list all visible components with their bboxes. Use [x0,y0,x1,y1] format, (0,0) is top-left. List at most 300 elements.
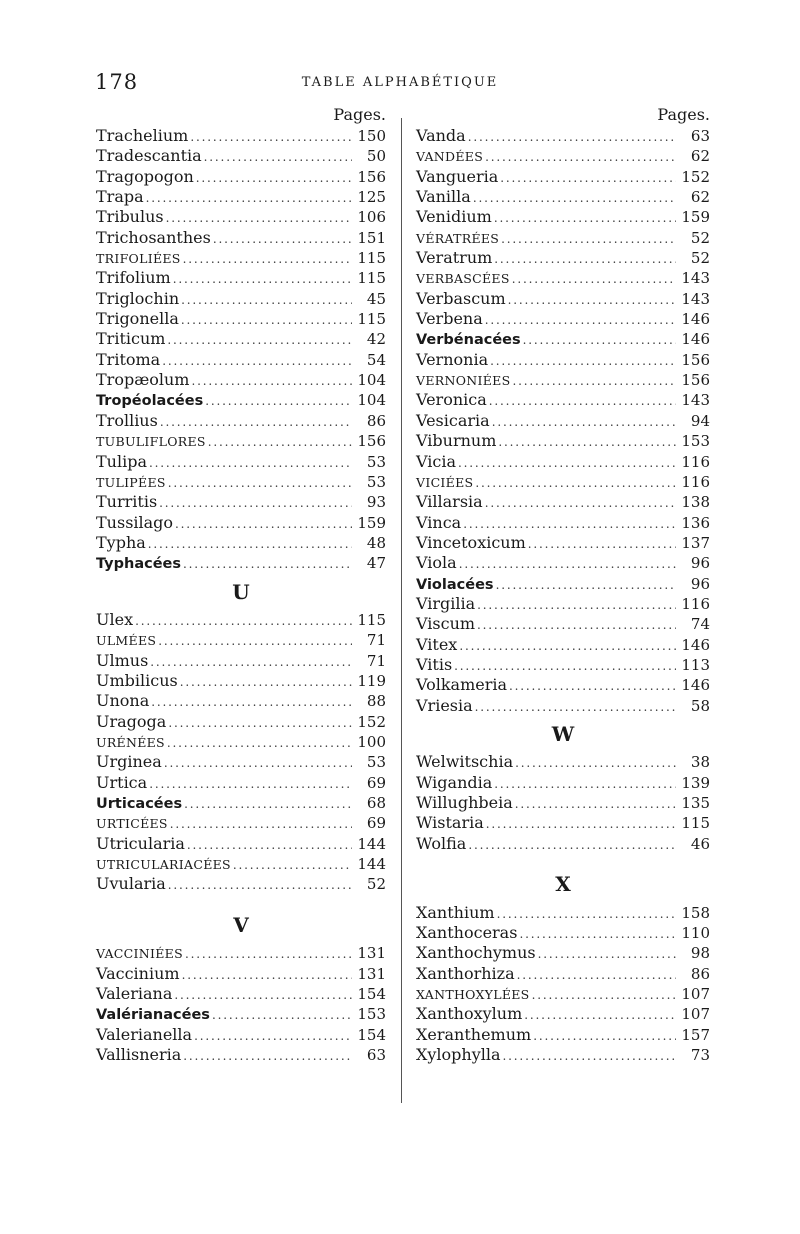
index-entry [416,289,710,309]
dot-leader [477,595,676,615]
entry-name: Tropæolum [96,370,190,390]
entry-name: Tradescantia [96,146,202,166]
entry-page-number: 156 [357,167,386,186]
index-entry [416,773,710,793]
entry-page-number: 136 [681,513,710,532]
entry-page-number: 116 [681,594,710,613]
index-entry [416,390,710,410]
index-entry [416,834,710,854]
entry-page-number: 156 [357,432,386,451]
entry-page-number: 156 [681,371,710,390]
entry-name: Tragopogon [96,166,194,186]
index-entry [416,411,710,431]
dot-leader [524,1005,676,1025]
entry-name: Xanthoceras [416,923,518,943]
entry-name: Utricularia [96,833,185,853]
index-entry [416,943,710,963]
entry-page-number: 146 [681,330,710,349]
entry-name: Welwitschia [416,752,514,772]
entry-page-number: 116 [681,452,710,471]
dot-leader [185,944,352,964]
dot-leader [468,835,676,855]
index-entry [96,651,386,671]
entry-name: Valerianella [96,1024,193,1044]
entry-name: Viscum [416,614,476,634]
entry-page-number: 69 [366,773,386,792]
entry-name: URÉNÉES [96,734,165,750]
entry-name: Unona [96,691,150,711]
index-entry [416,370,710,390]
dot-leader [191,371,352,391]
entry-page-number: 113 [681,655,710,674]
dot-leader [151,692,352,712]
index-entry [416,207,710,227]
entry-name: Xanthium [416,902,495,922]
entry-page-number: 146 [681,676,710,695]
dot-leader [180,672,352,692]
entry-name: Violacées [416,576,494,593]
dot-leader [160,412,352,432]
dot-leader [458,453,676,473]
entry-name: Vitex [416,634,458,654]
dot-leader [146,188,352,208]
entry-page-number: 154 [357,1025,386,1044]
entry-page-number: 53 [366,472,386,491]
dot-leader [486,814,676,834]
dot-leader [173,269,352,289]
entry-page-number: 93 [366,493,386,512]
index-entry [416,574,710,594]
entry-name: Vernonia [416,349,489,369]
index-entry [96,146,386,166]
index-entry [96,610,386,630]
entry-page-number: 146 [681,635,710,654]
dot-leader [158,631,352,651]
entry-name: VERBASCÉES [416,271,510,287]
entry-name: Tropéolacées [96,393,204,410]
index-entry [416,1004,710,1024]
dot-leader [167,330,352,350]
dot-leader [459,636,676,656]
entry-page-number: 96 [690,574,710,593]
index-entry [416,903,710,923]
entry-page-number: 159 [357,513,386,532]
pages-label: Pages. [657,105,710,124]
entry-name: Wistaria [416,813,484,833]
index-entry [96,712,386,732]
entry-name: Vincetoxicum [416,532,526,552]
entry-page-number: 63 [690,127,710,145]
index-entry [96,370,386,390]
entry-page-number: 152 [681,167,710,186]
dot-leader [515,794,676,814]
dot-leader [168,473,352,493]
dot-leader [533,1026,676,1046]
entry-name: Veratrum [416,248,493,268]
index-entry [96,964,386,984]
dot-leader [468,127,676,147]
entry-page-number: 71 [366,651,386,670]
dot-leader [233,855,352,875]
index-entry [96,533,386,553]
entry-page-number: 146 [681,310,710,329]
entry-page-number: 53 [366,753,386,772]
entry-page-number: 52 [690,228,710,247]
dot-leader [528,534,676,554]
index-entry [96,752,386,772]
dot-leader [166,208,352,228]
entry-name: URTICÉES [96,816,168,832]
entry-page-number: 104 [357,391,386,410]
entry-page-number: 151 [357,228,386,247]
entry-name: Urginea [96,752,162,772]
entry-page-number: 144 [357,834,386,853]
dot-leader [490,351,676,371]
dot-leader [500,168,676,188]
dot-leader [183,554,352,574]
entry-page-number: 107 [681,1005,710,1024]
entry-page-number: 45 [366,289,386,308]
index-entry [96,329,386,349]
entry-page-number: 131 [357,944,386,963]
entry-page-number: 48 [366,533,386,552]
index-entry [96,1004,386,1024]
index-entry [96,943,386,963]
entry-name: Veronica [416,390,487,410]
entry-name: VICIÉES [416,474,474,490]
index-entry [416,513,710,533]
entry-page-number: 143 [681,269,710,288]
dot-leader [485,310,676,330]
index-entry [96,248,386,268]
entry-name: Vitis [416,654,453,674]
entry-page-number: 137 [681,533,710,552]
entry-name: Xeranthemum [416,1024,532,1044]
entry-name: Umbilicus [96,670,178,690]
dot-leader [509,676,676,696]
dot-leader [181,310,352,330]
index-entry [416,614,710,634]
index-entry [416,329,710,349]
dot-leader [538,944,676,964]
dot-leader [519,924,676,944]
entry-name: Viola [416,553,457,573]
entry-list [416,752,710,854]
dot-leader [159,493,352,513]
entry-page-number: 50 [366,147,386,166]
entry-name: Verbénacées [416,332,521,349]
entry-page-number: 42 [366,330,386,349]
entry-page-number: 62 [690,188,710,207]
dot-leader [512,269,676,289]
dot-leader [492,412,676,432]
index-entry [96,1045,386,1065]
index-entry [96,1025,386,1045]
dot-leader [503,1046,676,1066]
dot-leader [168,713,352,733]
index-entry [416,268,710,288]
index-column-right [416,104,710,1065]
index-column-left [96,104,386,1065]
entry-name: Vaccinium [96,963,180,983]
entry-page-number: 153 [681,432,710,451]
entry-name: Xylophylla [416,1045,501,1065]
entry-page-number: 143 [681,289,710,308]
entry-page-number: 115 [357,610,386,629]
dot-leader [497,904,676,924]
entry-name: Wigandia [416,772,493,792]
dot-leader [463,514,676,534]
index-entry [96,553,386,573]
index-entry [416,553,710,573]
dot-leader [498,432,676,452]
index-entry [416,1045,710,1065]
entry-page-number: 154 [357,985,386,1004]
entry-page-number: 143 [681,391,710,410]
dot-leader [190,127,352,147]
entry-name: Xanthoxylum [416,1004,523,1024]
entry-page-number: 119 [357,671,386,690]
index-entry [416,1025,710,1045]
index-entry [96,126,386,146]
entry-name: Villarsia [416,492,483,512]
index-entry [416,964,710,984]
dot-leader [475,697,676,717]
entry-page-number: 63 [366,1046,386,1065]
dot-leader [148,534,352,554]
entry-page-number: 144 [357,855,386,874]
index-entry [96,630,386,650]
dot-leader [187,835,352,855]
entry-page-number: 38 [690,753,710,772]
dot-leader [212,1005,352,1025]
entry-name: Trachelium [96,126,189,145]
entry-page-number: 98 [690,944,710,963]
entry-name: Trollius [96,410,158,430]
index-entry [96,207,386,227]
index-entry [96,228,386,248]
entry-page-number: 62 [690,147,710,166]
entry-name: Viburnum [416,431,497,451]
dot-leader [194,1026,352,1046]
index-entry [96,411,386,431]
entry-name: VANDÉES [416,149,484,165]
entry-name: Tulipa [96,451,147,471]
index-entry [96,309,386,329]
entry-name: Typhacées [96,556,182,573]
entry-page-number: 104 [357,371,386,390]
entry-name: Urticacées [96,796,183,812]
dot-leader [496,575,676,595]
dot-leader [149,774,352,794]
entry-list [416,903,710,1066]
pages-label: Pages. [333,105,386,124]
entry-name: Xanthochymus [416,943,536,963]
entry-page-number: 138 [681,493,710,512]
entry-page-number: 96 [690,554,710,573]
index-entry [416,248,710,268]
entry-page-number: 150 [357,127,386,145]
index-entry [96,268,386,288]
entry-name: Valeriana [96,984,173,1004]
entry-page-number: 107 [681,985,710,1004]
dot-leader [181,290,352,310]
dot-leader [494,208,676,228]
index-entry [416,431,710,451]
dot-leader [183,1046,352,1066]
entry-name: Vicia [416,451,457,471]
entry-name: Venidium [416,207,492,227]
entry-name: TRIFOLIÉES [96,251,181,267]
column-divider [401,118,402,1103]
dot-leader [494,774,676,794]
entry-name: Virgilia [416,593,476,613]
entry-page-number: 86 [366,411,386,430]
entry-page-number: 135 [681,794,710,812]
entry-page-number: 94 [690,411,710,430]
section-heading-x: X [555,872,571,897]
index-entry [416,350,710,370]
entry-name: Tussilago [96,512,174,532]
entry-page-number: 69 [366,814,386,833]
index-entry [96,732,386,752]
entry-name: Triglochin [96,288,180,308]
dot-leader [459,554,676,574]
entry-name: Trapa [96,187,144,207]
index-entry [96,813,386,833]
entry-name: Turritis [96,492,158,512]
entry-name: Verbascum [416,288,506,308]
dot-leader [162,351,352,371]
entry-name: VERNONIÉES [416,373,511,389]
index-entry [96,793,386,813]
entry-name: Volkameria [416,675,508,695]
dot-leader [170,814,352,834]
index-entry [96,431,386,451]
dot-leader [175,514,352,534]
entry-name: Tribulus [96,207,164,227]
entry-page-number: 53 [366,452,386,471]
entry-name: Verbena [416,309,483,329]
entry-page-number: 86 [690,964,710,983]
entry-page-number: 110 [681,924,710,943]
dot-leader [477,615,676,635]
index-entry [416,228,710,248]
index-entry [416,309,710,329]
entry-name: Trichosanthes [96,227,211,247]
entry-list [96,943,386,1065]
dot-leader [515,753,676,773]
index-entry [416,752,710,772]
index-entry [416,923,710,943]
index-entry [96,513,386,533]
entry-page-number: 68 [366,794,386,812]
dot-leader [489,391,676,411]
entry-page-number: 156 [681,350,710,369]
entry-page-number: 152 [357,712,386,731]
index-entry [96,773,386,793]
index-entry [416,984,710,1004]
entry-page-number: 106 [357,208,386,227]
entry-name: Ulmus [96,650,149,670]
index-entry [416,813,710,833]
dot-leader [150,652,352,672]
dot-leader [182,965,352,985]
index-entry [416,675,710,695]
index-entry [96,167,386,187]
entry-name: Uvularia [96,874,166,894]
dot-leader [184,794,352,814]
entry-name: Willughbeia [416,793,513,812]
entry-page-number: 116 [681,472,710,491]
entry-page-number: 88 [366,692,386,711]
index-entry [416,452,710,472]
entry-name: Vinca [416,512,462,532]
index-entry [96,350,386,370]
entry-page-number: 139 [681,773,710,792]
index-entry [96,390,386,410]
entry-name: Vallisneria [96,1045,182,1065]
entry-name: Urtica [96,772,148,792]
entry-page-number: 73 [690,1046,710,1065]
dot-leader [473,188,676,208]
dot-leader [164,753,352,773]
index-entry [416,594,710,614]
entry-page-number: 158 [681,903,710,922]
dot-leader [196,168,352,188]
dot-leader [517,965,676,985]
entry-page-number: 71 [366,631,386,650]
entry-name: ULMÉES [96,633,157,649]
entry-name: VÉRATRÉES [416,230,500,246]
dot-leader [204,147,352,167]
index-entry [96,671,386,691]
entry-page-number: 115 [357,310,386,329]
entry-page-number: 100 [357,732,386,751]
entry-name: TUBULIFLORES [96,434,206,450]
entry-name: Vangueria [416,166,499,186]
page-number: 178 [95,70,139,94]
entry-name: Vriesia [416,695,473,715]
dot-leader [485,147,676,167]
section-heading-v: V [233,913,249,938]
entry-page-number: 115 [357,269,386,288]
index-entry [96,691,386,711]
entry-name: Wolfia [416,833,467,853]
dot-leader [485,493,676,513]
entry-name: Uragoga [96,711,167,731]
entry-name: Ulex [96,609,134,629]
dot-leader [494,249,676,269]
index-entry [96,472,386,492]
entry-page-number: 159 [681,208,710,227]
entry-page-number: 46 [690,834,710,853]
dot-leader [167,733,352,753]
index-entry [416,472,710,492]
dot-leader [475,473,676,493]
index-entry [416,187,710,207]
dot-leader [149,453,352,473]
entry-list [96,126,386,574]
dot-leader [501,229,676,249]
index-entry [416,533,710,553]
entry-page-number: 74 [690,615,710,634]
entry-name: TULIPÉES [96,474,166,490]
index-entry [416,635,710,655]
dot-leader [512,371,676,391]
entry-name: Trifolium [96,268,171,288]
index-entry [96,984,386,1004]
